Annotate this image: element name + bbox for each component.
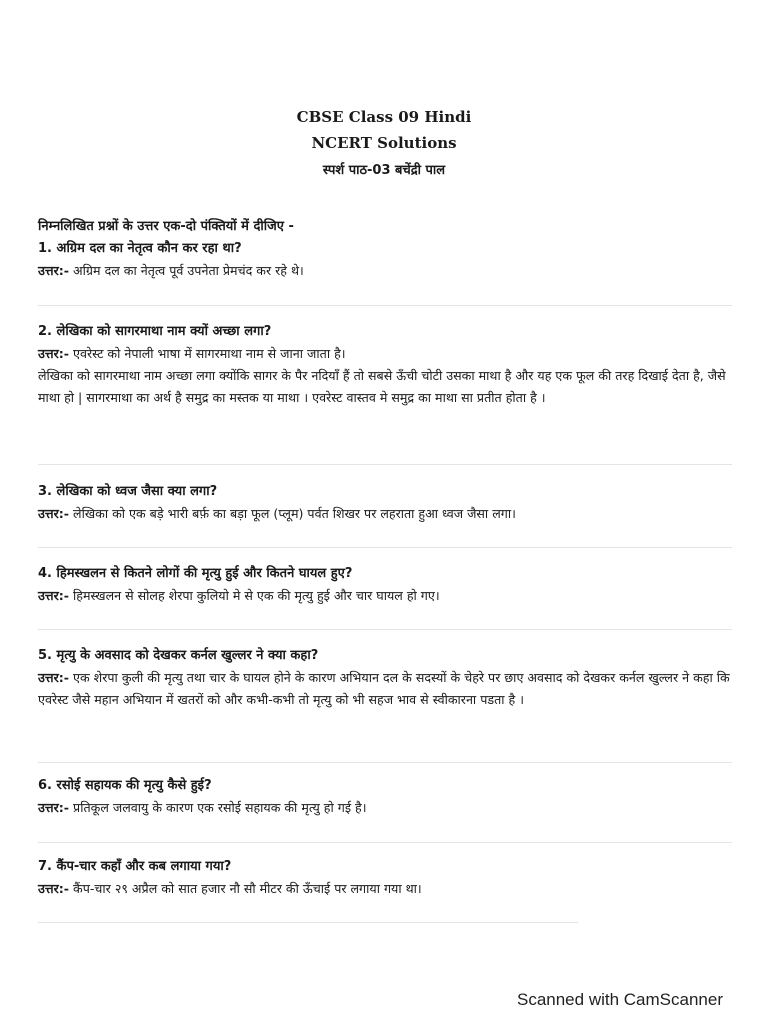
answer-4 [38, 585, 738, 607]
qa-item-6 [38, 775, 738, 819]
divider [38, 842, 732, 843]
header-chapter: स्पर्श पाठ-03 बचेंद्री पाल [322, 163, 446, 178]
qa-item-3 [38, 481, 738, 525]
answer-7 [38, 878, 738, 900]
answer-label: उत्तर:- [38, 346, 70, 361]
qa-item-5 [38, 645, 738, 711]
answer-text-4: हिमस्खलन से सोलह शेरपा कुलियो मे से एक की मृत्यु हुई और चार घायल हो गए। [73, 588, 440, 603]
answer-3 [38, 503, 738, 525]
answer-label: उत्तर:- [38, 263, 70, 278]
answer-label: उत्तर:- [38, 881, 70, 896]
answer-label: उत्तर:- [38, 800, 70, 815]
answer-5 [38, 667, 738, 711]
question-3: 3. लेखिका को ध्वज जैसा क्या लगा? [38, 484, 218, 499]
answer-label: उत्तर:- [38, 506, 70, 521]
answer-6 [38, 797, 738, 819]
question-5: 5. मृत्यु के अवसाद को देखकर कर्नल खुल्लर ने क्या कहा? [38, 648, 319, 663]
answer-1 [38, 260, 738, 282]
question-2: 2. लेखिका को सागरमाथा नाम क्यों अच्छा लगा? [38, 324, 272, 339]
divider [38, 762, 732, 763]
header-title: CBSE Class 09 Hindi [296, 108, 472, 126]
answer-2 [38, 343, 738, 365]
divider [38, 922, 578, 923]
camscanner-watermark: Scanned with CamScanner [516, 990, 723, 1009]
qa-item-7 [38, 856, 738, 900]
answer-text-6: प्रतिकूल जलवायु के कारण एक रसोई सहायक की मृत्यु हो गई है। [73, 800, 367, 815]
divider [38, 547, 732, 548]
answer-text-3: लेखिका को एक बड़े भारी बर्फ़ का बड़ा फूल (प्लूम) पर्वत शिखर पर लहराता हुआ ध्वज जैसा लगा। [73, 506, 516, 521]
question-1: 1. अग्रिम दल का नेतृत्व कौन कर रहा था? [38, 241, 242, 256]
answer-label: उत्तर:- [38, 670, 70, 685]
question-7: 7. कैंप-चार कहाँ और कब लगाया गया? [38, 859, 232, 874]
divider [38, 305, 732, 306]
answer-label: उत्तर:- [38, 588, 70, 603]
answer-text-5: एक शेरपा कुली की मृत्यु तथा चार के घायल होने के कारण अभियान दल के सदस्यों के चेहरे पर छाए अवसाद को देखकर कर्नल खुल्लर ने कहा कि एवरेस्ट जैसे महान अभियान में खतरों को और कभी-कभी तो मृत्यु को भी सहज भाव से स्वीकारना पडता है । [38, 670, 730, 707]
divider [38, 629, 732, 630]
answer-text-1: अग्रिम दल का नेतृत्व पूर्व उपनेता प्रेमचंद कर रहे थे। [73, 263, 304, 278]
question-4: 4. हिमस्खलन से कितने लोगों की मृत्यु हुई और कितने घायल हुए? [38, 566, 353, 581]
qa-item-4 [38, 563, 738, 607]
divider [38, 464, 732, 465]
header-subtitle: NCERT Solutions [311, 134, 457, 152]
answer-2-extra: लेखिका को सागरमाथा नाम अच्छा लगा क्योंकि सागर के पैर नदियाँ हैं तो सबसे ऊँची चोटी उसका माथा है और यह एक फूल की तरह दिखाई देता है, जैसे माथा हो | सागरमाथा का अर्थ है समुद्र का मस्तक या माथा । एवरेस्ट वास्तव मे समुद्र का माथा सा प्रतीत होता है । [38, 368, 726, 405]
instruction: निम्नलिखित प्रश्नों के उत्तर एक-दो पंक्तियों में दीजिए - [38, 219, 294, 234]
qa-item-2 [38, 321, 738, 409]
answer-text-2: एवरेस्ट को नेपाली भाषा में सागरमाथा नाम से जाना जाता है। [73, 346, 346, 361]
question-6: 6. रसोई सहायक की मृत्यु कैसे हुई? [38, 778, 212, 793]
qa-item-1 [38, 238, 738, 282]
answer-text-7: कैंप-चार २९ अप्रैल को सात हजार नौ सौ मीटर की ऊँचाई पर लगाया गया था। [73, 881, 422, 896]
